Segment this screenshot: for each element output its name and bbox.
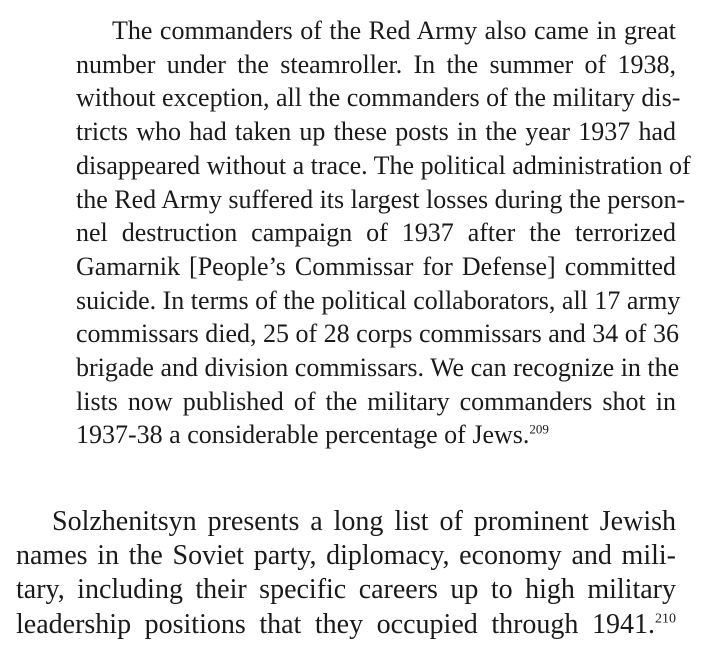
paragraph-line: names in the Soviet party, diplomacy, economy and mili-	[16, 540, 676, 572]
quote-line: the Red Army suffered its largest losses during the person-	[76, 184, 686, 214]
quote-line: Gamarnik [People’s Commissar for Defense] committed	[76, 251, 676, 281]
body-paragraph	[16, 505, 676, 642]
paragraph-line: leadership positions that they occupied through 1941.	[16, 608, 655, 640]
quote-line: number under the steamroller. In the summer of 1938,	[76, 49, 676, 79]
paragraph-line: Solzhenitsyn presents a long list of prominent Jewish	[52, 506, 676, 537]
quote-line: 1937-38 a considerable percentage of Jews.	[76, 420, 530, 450]
footnote-marker[interactable]: 210	[655, 611, 676, 627]
quote-line: commissars died, 25 of 28 corps commissars and 34 of 36	[76, 319, 679, 349]
footnote-marker[interactable]: 209	[529, 421, 549, 437]
block-quote	[76, 14, 691, 452]
quote-line: nel destruction campaign of 1937 after the terrorized	[76, 218, 676, 248]
quote-line: brigade and division commissars. We can recognize in the	[76, 353, 680, 383]
quote-line: tricts who had taken up these posts in the year 1937 had	[76, 117, 676, 147]
quote-last-line	[76, 418, 676, 452]
quote-line: lists now published of the military commanders shot in	[76, 386, 676, 416]
quote-line: without exception, all the commanders of the military dis-	[76, 83, 681, 113]
paragraph-line: tary, including their specific careers up to high military	[16, 574, 676, 606]
paragraph-last-line	[16, 608, 676, 642]
quote-line: suicide. In terms of the political collaborators, all 17 army	[76, 285, 681, 315]
quote-line: The commanders of the Red Army also came in great	[112, 16, 676, 45]
quote-line: disappeared without a trace. The political administration of	[76, 150, 691, 180]
